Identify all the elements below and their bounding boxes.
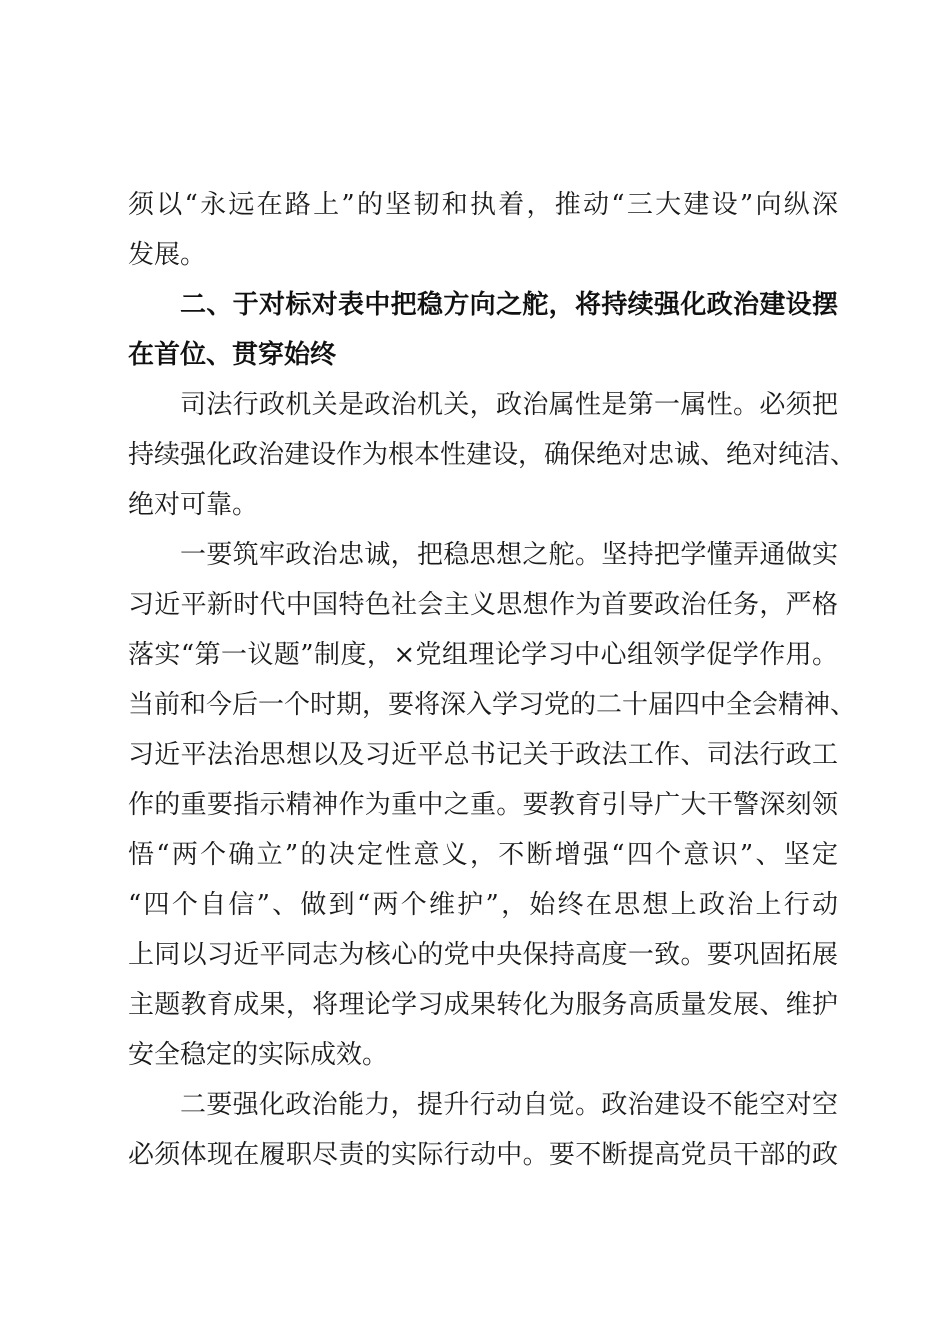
paragraph-line: 安全稳定的实际成效。	[128, 1040, 389, 1070]
paragraph-line: 一要筑牢政治忠诚，把稳思想之舵。坚持把学懂弄通做实	[180, 540, 838, 570]
section-heading: 二、于对标对表中把稳方向之舵，将持续强化政治建设摆	[180, 290, 838, 320]
paragraph-line: 上同以习近平同志为核心的党中央保持高度一致。要巩固拓展	[128, 940, 838, 970]
paragraph-line: 习近平法治思想以及习近平总书记关于政法工作、司法行政工	[128, 740, 838, 770]
paragraph-line: 悟“两个确立”的决定性意义，不断增强“四个意识”、坚定	[128, 840, 838, 870]
paragraph-line: 当前和今后一个时期，要将深入学习党的二十届四中全会精神、	[128, 690, 857, 720]
paragraph-line: 必须体现在履职尽责的实际行动中。要不断提高党员干部的政	[128, 1140, 838, 1170]
paragraph-line: 须以“永远在路上”的坚韧和执着，推动“三大建设”向纵深	[128, 190, 838, 220]
paragraph-line: 作的重要指示精神作为重中之重。要教育引导广大干警深刻领	[128, 790, 838, 820]
paragraph-line: 主题教育成果，将理论学习成果转化为服务高质量发展、维护	[128, 990, 838, 1020]
section-heading: 在首位、贯穿始终	[128, 340, 337, 370]
paragraph-line: 司法行政机关是政治机关，政治属性是第一属性。必须把	[180, 390, 838, 420]
paragraph-line: 落实“第一议题”制度，×党组理论学习中心组领学促学作用。	[128, 640, 838, 670]
paragraph-line: 持续强化政治建设作为根本性建设，确保绝对忠诚、绝对纯洁、	[128, 440, 857, 470]
paragraph-line: “四个自信”、做到“两个维护”，始终在思想上政治上行动	[128, 890, 838, 920]
paragraph-line: 习近平新时代中国特色社会主义思想作为首要政治任务，严格	[128, 590, 838, 620]
paragraph-line: 绝对可靠。	[128, 490, 259, 520]
paragraph-line: 发展。	[128, 240, 207, 270]
paragraph-line: 二要强化政治能力，提升行动自觉。政治建设不能空对空	[180, 1090, 838, 1120]
